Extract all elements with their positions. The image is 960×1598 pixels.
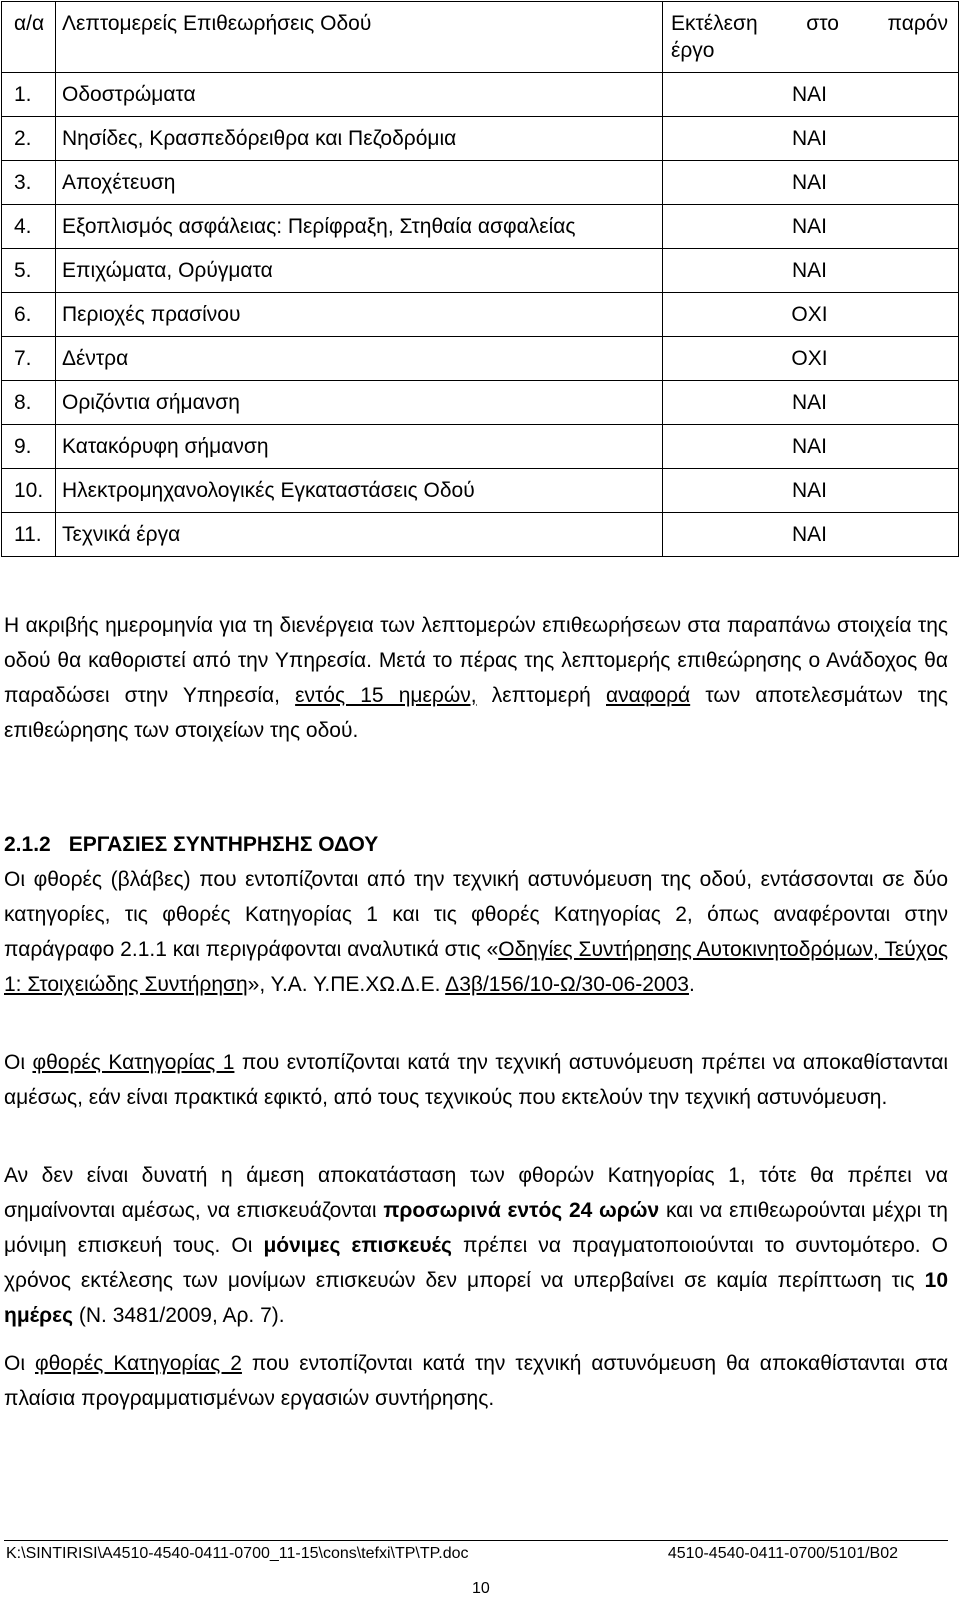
row-number: 10. <box>2 469 56 513</box>
row-description: Αποχέτευση <box>56 161 663 205</box>
table-row <box>2 469 959 513</box>
table-header-row <box>2 2 959 73</box>
row-description: Δέντρα <box>56 337 663 381</box>
table-row <box>2 249 959 293</box>
row-number: 4. <box>2 205 56 249</box>
row-description: Περιοχές πρασίνου <box>56 293 663 337</box>
table-row <box>2 513 959 557</box>
paragraph-category-2: Οι φθορές Κατηγορίας 2 που εντοπίζονται κατά την τεχνική αστυνόμευση θα αποκαθίστανται στα πλαίσια προγραμματισμένων εργασιών συντήρησης. <box>4 1352 949 1410</box>
row-execution-value: ΝΑΙ <box>663 425 959 469</box>
row-execution-value: ΝΑΙ <box>663 205 959 249</box>
header-aa: α/α <box>2 2 56 73</box>
header-execution-word-1: Εκτέλεση <box>671 12 758 35</box>
header-execution-line-2: έργο <box>671 39 715 62</box>
row-description: Επιχώματα, Ορύγματα <box>56 249 663 293</box>
row-description: Νησίδες, Κρασπεδόρειθρα και Πεζοδρόμια <box>56 117 663 161</box>
row-execution-value: ΝΑΙ <box>663 381 959 425</box>
row-number: 1. <box>2 73 56 117</box>
row-number: 6. <box>2 293 56 337</box>
section-title: ΕΡΓΑΣΙΕΣ ΣΥΝΤΗΡΗΣΗΣ ΟΔΟΥ <box>68 833 379 856</box>
row-execution-value: ΟΧΙ <box>663 293 959 337</box>
page-number: 10 <box>472 1580 490 1597</box>
paragraph-inspection-date: Η ακριβής ημερομηνία για τη διενέργεια των λεπτομερών επιθεωρήσεων στα παραπάνω στοιχεία της οδού θα καθοριστεί από την Υπηρεσία. Μετά το πέρας της λεπτομερής επιθεώρησης ο Ανάδοχος θα παραδώσει στην Υπηρεσία, εντός 15 ημερών, λεπτομερή αναφορά των αποτελεσμάτων της επιθεώρησης των στοιχείων της οδού. <box>4 614 948 742</box>
row-description: Οδοστρώματα <box>56 73 663 117</box>
row-description: Εξοπλισμός ασφάλειας: Περίφραξη, Στηθαία ασφαλείας <box>56 205 663 249</box>
paragraph-repairs: Αν δεν είναι δυνατή η άμεση αποκατάσταση των φθορών Κατηγορίας 1, τότε θα πρέπει να σημαίνονται αμέσως, να επισκευάζονται προσωρινά εντός 24 ωρών και να επιθεωρούνται μέχρι τη μόνιμη επισκευή τους. Οι μόνιμες επισκευές πρέπει να πραγματοποιούνται το συντομότερο. Ο χρόνος εκτέλεσης των μονίμων επισκευών δεν μπορεί να υπερβαίνει σε καμία περίπτωση τις 10 ημέρες (Ν. 3481/2009, Αρ. 7). <box>4 1164 948 1327</box>
inspections-table <box>1 1 959 557</box>
row-number: 9. <box>2 425 56 469</box>
table-row <box>2 161 959 205</box>
row-description: Ηλεκτρομηχανολογικές Εγκαταστάσεις Οδού <box>56 469 663 513</box>
header-inspections: Λεπτομερείς Επιθεωρήσεις Οδού <box>56 2 663 73</box>
footer-divider <box>4 1540 948 1541</box>
footer-document-code: 4510-4540-0411-0700/5101/B02 <box>667 1545 898 1562</box>
row-execution-value: ΝΑΙ <box>663 249 959 293</box>
row-execution-value: ΝΑΙ <box>663 469 959 513</box>
row-number: 11. <box>2 513 56 557</box>
row-execution-value: ΟΧΙ <box>663 337 959 381</box>
section-number: 2.1.2 <box>4 833 51 856</box>
header-execution-word-3: παρόν <box>887 12 948 35</box>
table-row <box>2 117 959 161</box>
row-description: Τεχνικά έργα <box>56 513 663 557</box>
footer-file-path: K:\SINTIRISI\A4510-4540-0411-0700_11-15\cons\tefxi\TP\TP.doc <box>6 1545 469 1562</box>
row-number: 8. <box>2 381 56 425</box>
header-execution-word-2: στο <box>806 12 839 35</box>
row-number: 2. <box>2 117 56 161</box>
table-row <box>2 337 959 381</box>
row-description: Οριζόντια σήμανση <box>56 381 663 425</box>
row-number: 3. <box>2 161 56 205</box>
row-description: Κατακόρυφη σήμανση <box>56 425 663 469</box>
row-execution-value: ΝΑΙ <box>663 513 959 557</box>
table-row <box>2 73 959 117</box>
row-number: 5. <box>2 249 56 293</box>
row-execution-value: ΝΑΙ <box>663 73 959 117</box>
paragraph-category-1: Οι φθορές Κατηγορίας 1 που εντοπίζονται κατά την τεχνική αστυνόμευση πρέπει να αποκαθίστανται αμέσως, εάν είναι πρακτικά εφικτό, από τους τεχνικούς που εκτελούν την τεχνική αστυνόμευση. <box>4 1051 948 1109</box>
table-row <box>2 293 959 337</box>
table-row <box>2 205 959 249</box>
row-execution-value: ΝΑΙ <box>663 117 959 161</box>
header-execution <box>663 2 959 73</box>
table-row <box>2 425 959 469</box>
paragraph-damage-categories: Οι φθορές (βλάβες) που εντοπίζονται από την τεχνική αστυνόμευση της οδού, εντάσσονται σε δύο κατηγορίες, τις φθορές Κατηγορίας 1 και τις φθορές Κατηγορίας 2, όπως αναφέρονται στην παράγραφο 2.1.1 και περιγράφονται αναλυτικά στις «Οδηγίες Συντήρησης Αυτοκινητοδρόμων, Τεύχος 1: Στοιχειώδης Συντήρηση», Υ.Α. Υ.ΠΕ.ΧΩ.Δ.Ε. Δ3β/156/10-Ω/30-06-2003. <box>4 868 948 996</box>
row-number: 7. <box>2 337 56 381</box>
table-row <box>2 381 959 425</box>
section-heading <box>4 830 378 860</box>
row-execution-value: ΝΑΙ <box>663 161 959 205</box>
